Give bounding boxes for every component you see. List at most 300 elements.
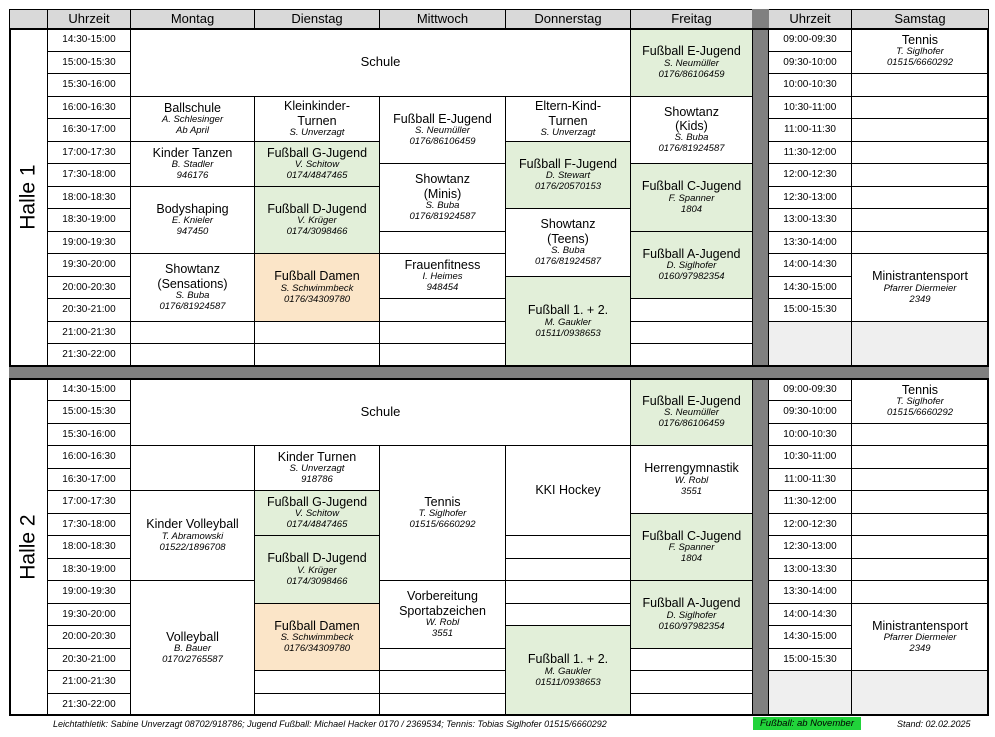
cell-text: F. Spanner bbox=[668, 542, 715, 554]
empty-slot bbox=[379, 693, 506, 716]
cell-text: 01515/6660292 bbox=[886, 407, 954, 419]
empty-slot bbox=[851, 186, 989, 209]
event-block bbox=[254, 490, 380, 536]
event-block bbox=[379, 163, 506, 232]
header-do bbox=[505, 9, 631, 29]
cell-text: 15:00-15:30 bbox=[783, 653, 837, 665]
cell-text: W. Robl bbox=[674, 474, 709, 486]
cell-text: Dienstag bbox=[291, 10, 343, 26]
cell-text: Pfarrer Diermeier bbox=[883, 632, 957, 644]
sat-time-slot bbox=[768, 51, 852, 74]
cell-text: Schule bbox=[360, 54, 401, 70]
empty-slot bbox=[851, 558, 989, 581]
event-block bbox=[630, 163, 753, 232]
cell-text: 15:30-16:00 bbox=[62, 428, 116, 440]
empty-slot bbox=[505, 580, 631, 604]
cell-text: Halle 1 bbox=[16, 164, 40, 231]
cell-text: 1804 bbox=[680, 553, 703, 565]
cell-text: Showtanz bbox=[165, 262, 220, 277]
footer-note: Fußball: ab November bbox=[753, 717, 861, 730]
cell-text: 09:30-10:00 bbox=[783, 56, 837, 68]
footer-contacts: Leichtathletik: Sabine Unverzagt 08702/918786; Jugend Fußball: Michael Hacker 0170 / 2369534; Tennis: Tobias Siglhofer 01515/6660292 bbox=[53, 719, 607, 729]
time-slot bbox=[47, 513, 131, 536]
cell-text: Ministrantensport bbox=[872, 618, 968, 633]
cell-text: 15:00-15:30 bbox=[62, 56, 116, 68]
cell-text: 0174/4847465 bbox=[286, 170, 348, 182]
cell-text: 01515/6660292 bbox=[886, 57, 954, 69]
cell-text: Uhrzeit bbox=[68, 10, 110, 26]
cell-text: M. Gaukler bbox=[544, 665, 592, 677]
cell-text: 19:30-20:00 bbox=[62, 259, 116, 271]
cell-text: Fußball A-Jugend bbox=[642, 246, 741, 261]
cell-text: 0176/86106459 bbox=[658, 418, 725, 430]
time-slot bbox=[47, 276, 131, 299]
cell-text: 11:30-12:00 bbox=[783, 146, 837, 158]
cell-text: 10:30-11:00 bbox=[783, 101, 837, 113]
cell-text: T. Abramowski bbox=[161, 530, 224, 542]
cell-text: (Kids) bbox=[675, 119, 708, 134]
cell-text: Fußball 1. + 2. bbox=[527, 652, 609, 667]
sat-time-slot bbox=[768, 400, 852, 424]
header-sa bbox=[851, 9, 989, 29]
cell-text: 09:00-09:30 bbox=[783, 34, 837, 46]
sat-time-slot bbox=[768, 648, 852, 671]
empty-slot bbox=[851, 208, 989, 232]
column-gap bbox=[752, 28, 769, 367]
cell-text: 3551 bbox=[680, 485, 703, 497]
empty-slot bbox=[630, 298, 753, 322]
sat-time-slot bbox=[768, 276, 852, 299]
empty-slot bbox=[630, 343, 753, 367]
time-slot bbox=[47, 468, 131, 491]
empty-slot bbox=[130, 445, 255, 491]
cell-text: Fußball E-Jugend bbox=[393, 111, 492, 126]
cell-text: Pfarrer Diermeier bbox=[883, 282, 957, 294]
empty-slot bbox=[630, 670, 753, 694]
sat-time-slot bbox=[768, 423, 852, 446]
time-slot bbox=[47, 343, 131, 367]
cell-text: Ministrantensport bbox=[872, 269, 968, 284]
cell-text: Turnen bbox=[548, 113, 588, 128]
empty-slot bbox=[851, 423, 989, 446]
empty-slot bbox=[505, 603, 631, 626]
cell-text: 10:30-11:00 bbox=[783, 451, 837, 463]
cell-text: Fußball 1. + 2. bbox=[527, 303, 609, 318]
cell-text: S. Buba bbox=[674, 132, 709, 144]
cell-text: 17:30-18:00 bbox=[62, 518, 116, 530]
cell-text: 16:00-16:30 bbox=[62, 101, 116, 113]
sat-time-slot bbox=[768, 141, 852, 164]
empty-slot bbox=[379, 670, 506, 694]
cell-text: 09:30-10:00 bbox=[783, 406, 837, 418]
time-slot bbox=[47, 535, 131, 559]
event-block bbox=[379, 253, 506, 299]
cell-text: 0176/81924587 bbox=[159, 300, 226, 312]
sat-empty bbox=[768, 670, 852, 716]
cell-text: Tennis bbox=[901, 32, 939, 47]
event-block bbox=[254, 96, 380, 142]
cell-text: Mittwoch bbox=[416, 10, 469, 26]
cell-text: 12:00-12:30 bbox=[783, 518, 837, 530]
empty-slot bbox=[379, 231, 506, 254]
cell-text: (Minis) bbox=[423, 186, 462, 201]
cell-text: 16:30-17:00 bbox=[62, 473, 116, 485]
cell-text: Turnen bbox=[297, 113, 337, 128]
cell-text: 20:00-20:30 bbox=[62, 631, 116, 643]
time-slot bbox=[47, 321, 131, 344]
cell-text: 948454 bbox=[426, 282, 459, 294]
sat-time-slot bbox=[768, 186, 852, 209]
time-slot bbox=[47, 625, 131, 649]
time-slot bbox=[47, 378, 131, 401]
cell-text: 2349 bbox=[909, 643, 931, 655]
cell-text: 11:00-11:30 bbox=[784, 473, 836, 485]
cell-text: 10:00-10:30 bbox=[783, 79, 837, 91]
cell-text: F. Spanner bbox=[668, 192, 715, 204]
time-slot bbox=[47, 670, 131, 694]
cell-text: T. Siglhofer bbox=[418, 508, 467, 520]
cell-text: V. Schitow bbox=[294, 159, 340, 171]
cell-text: 01515/6660292 bbox=[409, 519, 476, 531]
time-slot bbox=[47, 141, 131, 164]
time-slot bbox=[47, 186, 131, 209]
event-block bbox=[130, 28, 631, 97]
cell-text: 2349 bbox=[909, 293, 931, 305]
event-block bbox=[254, 186, 380, 254]
cell-text: 19:00-19:30 bbox=[62, 586, 116, 598]
cell-text: 0176/20570153 bbox=[534, 181, 602, 193]
cell-text: S. Buba bbox=[425, 199, 460, 211]
cell-text: S. Unverzagt bbox=[289, 463, 345, 475]
cell-text: E. Knieler bbox=[171, 215, 214, 227]
cell-text: Fußball Damen bbox=[274, 269, 360, 284]
cell-text: 15:00-15:30 bbox=[783, 304, 837, 316]
cell-text: T. Siglhofer bbox=[896, 396, 944, 408]
cell-text: 20:00-20:30 bbox=[62, 281, 116, 293]
time-slot bbox=[47, 208, 131, 232]
cell-text: Fußball F-Jugend bbox=[519, 156, 617, 171]
cell-text: Showtanz bbox=[540, 217, 596, 232]
empty-slot bbox=[379, 298, 506, 322]
empty-slot bbox=[254, 343, 380, 367]
event-block bbox=[630, 445, 753, 514]
cell-text: S. Unverzagt bbox=[540, 126, 596, 138]
empty-slot bbox=[379, 321, 506, 344]
cell-text: 17:30-18:00 bbox=[62, 169, 116, 181]
header-uhrzeit2 bbox=[768, 9, 852, 29]
sat-time-slot bbox=[768, 231, 852, 254]
sat-event bbox=[851, 28, 989, 74]
cell-text: 18:00-18:30 bbox=[62, 541, 116, 553]
empty-slot bbox=[254, 670, 380, 694]
cell-text: 12:30-13:00 bbox=[783, 191, 837, 203]
cell-text: 0170/2765587 bbox=[162, 654, 223, 666]
event-block bbox=[130, 490, 255, 581]
sat-event bbox=[851, 378, 989, 424]
cell-text: 918786 bbox=[301, 474, 333, 486]
sat-time-slot bbox=[768, 73, 852, 97]
cell-text: S. Schwimmbeck bbox=[280, 632, 354, 644]
time-slot bbox=[47, 96, 131, 119]
time-slot bbox=[47, 490, 131, 514]
cell-text: Showtanz bbox=[664, 104, 719, 119]
cell-text: Ab April bbox=[176, 125, 209, 137]
cell-text: 947450 bbox=[176, 226, 209, 238]
cell-text: Fußball E-Jugend bbox=[642, 393, 741, 408]
cell-text: 13:30-14:00 bbox=[783, 586, 837, 598]
cell-text: 946176 bbox=[176, 170, 209, 182]
event-block bbox=[130, 253, 255, 322]
cell-text: 20:30-21:00 bbox=[62, 653, 116, 665]
cell-text: Montag bbox=[170, 10, 215, 26]
empty-slot bbox=[851, 513, 989, 536]
empty-slot bbox=[851, 73, 989, 97]
column-gap bbox=[752, 378, 769, 716]
time-slot bbox=[47, 648, 131, 671]
cell-text: Fußball D-Jugend bbox=[267, 201, 367, 216]
cell-text: Ballschule bbox=[164, 100, 221, 115]
cell-text: Kinder Tanzen bbox=[152, 145, 233, 160]
sat-time-slot bbox=[768, 558, 852, 581]
cell-text: M. Gaukler bbox=[544, 316, 592, 328]
cell-text: D. Stewart bbox=[545, 170, 591, 182]
cell-text: 13:00-13:30 bbox=[783, 563, 837, 575]
event-block bbox=[505, 96, 631, 142]
cell-text: 0176/86106459 bbox=[658, 68, 725, 80]
cell-text: Tennis bbox=[424, 494, 461, 509]
cell-text: 15:00-15:30 bbox=[62, 406, 116, 418]
event-block bbox=[130, 141, 255, 187]
cell-text: Showtanz bbox=[415, 172, 470, 187]
hall-divider bbox=[9, 365, 989, 379]
cell-text: 12:00-12:30 bbox=[783, 169, 837, 181]
cell-text: Kinder Turnen bbox=[277, 449, 357, 464]
empty-slot bbox=[851, 490, 989, 514]
event-block bbox=[379, 445, 506, 581]
cell-text: S. Buba bbox=[551, 244, 585, 256]
cell-text: Uhrzeit bbox=[789, 10, 831, 26]
event-block bbox=[630, 378, 753, 446]
sat-time-slot bbox=[768, 163, 852, 187]
cell-text: Fußball E-Jugend bbox=[642, 44, 741, 59]
cell-text: Schule bbox=[360, 403, 401, 419]
cell-text: 14:00-14:30 bbox=[783, 259, 837, 271]
sat-time-slot bbox=[768, 490, 852, 514]
sat-time-slot bbox=[768, 208, 852, 232]
cell-text: 21:00-21:30 bbox=[62, 676, 116, 688]
sat-time-slot bbox=[768, 28, 852, 52]
time-slot bbox=[47, 603, 131, 626]
empty-slot bbox=[130, 343, 255, 367]
sat-time-slot bbox=[768, 118, 852, 142]
empty-slot bbox=[130, 321, 255, 344]
cell-text: 10:00-10:30 bbox=[783, 428, 837, 440]
cell-text: (Teens) bbox=[547, 231, 589, 246]
cell-text: 09:00-09:30 bbox=[783, 383, 837, 395]
cell-text: A. Schlesinger bbox=[161, 114, 224, 126]
cell-text: 11:00-11:30 bbox=[784, 124, 836, 136]
cell-text: Halle 2 bbox=[16, 514, 40, 580]
cell-text: 01511/0938653 bbox=[535, 676, 601, 688]
cell-text: Kinder Volleyball bbox=[146, 517, 239, 532]
sat-time-slot bbox=[768, 253, 852, 277]
cell-text: 1804 bbox=[680, 203, 703, 215]
cell-text: 0176/34309780 bbox=[283, 293, 351, 305]
sat-time-slot bbox=[768, 468, 852, 491]
cell-text: Tennis bbox=[901, 382, 939, 397]
sat-time-slot bbox=[768, 96, 852, 119]
event-block bbox=[505, 141, 631, 209]
cell-text: 14:30-15:00 bbox=[783, 631, 837, 643]
cell-text: 20:30-21:00 bbox=[62, 304, 116, 316]
event-block bbox=[254, 445, 380, 491]
empty-slot bbox=[851, 141, 989, 164]
event-block bbox=[505, 208, 631, 277]
cell-text: Volleyball bbox=[166, 629, 219, 644]
empty-slot bbox=[851, 580, 989, 604]
cell-text: 14:00-14:30 bbox=[783, 608, 837, 620]
empty-slot bbox=[505, 535, 631, 559]
event-block bbox=[254, 535, 380, 604]
header-gap bbox=[752, 9, 769, 29]
cell-text: 16:30-17:00 bbox=[62, 124, 116, 136]
sat-event bbox=[851, 603, 989, 671]
cell-text: 17:00-17:30 bbox=[62, 496, 116, 508]
cell-text: 01511/0938653 bbox=[535, 327, 601, 339]
event-block bbox=[254, 603, 380, 671]
empty-slot bbox=[851, 163, 989, 187]
cell-text: S. Buba bbox=[175, 289, 210, 301]
sat-time-slot bbox=[768, 603, 852, 626]
time-slot bbox=[47, 423, 131, 446]
time-slot bbox=[47, 163, 131, 187]
cell-text: 21:30-22:00 bbox=[62, 698, 116, 710]
cell-text: Fußball G-Jugend bbox=[266, 494, 368, 509]
cell-text: Fußball Damen bbox=[274, 618, 360, 633]
cell-text: Fußball C-Jugend bbox=[641, 528, 742, 543]
cell-text: S. Neumüller bbox=[415, 125, 470, 137]
cell-text: Herrengymnastik bbox=[644, 461, 739, 476]
sat-time-slot bbox=[768, 298, 852, 322]
time-slot bbox=[47, 580, 131, 604]
event-block bbox=[630, 28, 753, 97]
cell-text: Vorbereitung bbox=[407, 589, 478, 604]
cell-text: Sportabzeichen bbox=[399, 603, 486, 618]
event-block bbox=[379, 580, 506, 649]
sat-event bbox=[851, 253, 989, 322]
footer bbox=[0, 716, 995, 736]
cell-text: Samstag bbox=[894, 10, 946, 26]
cell-text: 14:30-15:00 bbox=[62, 383, 116, 395]
cell-text: 14:30-15:00 bbox=[62, 34, 116, 46]
sat-empty bbox=[851, 321, 989, 367]
sat-empty bbox=[768, 321, 852, 367]
cell-text: Eltern-Kind- bbox=[535, 99, 601, 114]
cell-text: 0176/86106459 bbox=[409, 136, 476, 148]
header-corner bbox=[9, 9, 48, 29]
empty-slot bbox=[254, 321, 380, 344]
event-block bbox=[254, 253, 380, 322]
event-block bbox=[130, 186, 255, 254]
cell-text: 0176/81924587 bbox=[409, 210, 476, 222]
cell-text: 19:00-19:30 bbox=[62, 236, 116, 248]
event-block bbox=[130, 580, 255, 716]
cell-text: Donnerstag bbox=[534, 10, 602, 26]
sat-time-slot bbox=[768, 445, 852, 469]
cell-text: 0176/34309780 bbox=[283, 643, 351, 655]
sat-time-slot bbox=[768, 580, 852, 604]
header-uhrzeit bbox=[47, 9, 131, 29]
time-slot bbox=[47, 118, 131, 142]
header-fr bbox=[630, 9, 753, 29]
cell-text: 21:30-22:00 bbox=[62, 349, 116, 361]
sat-time-slot bbox=[768, 378, 852, 401]
cell-text: Fußball A-Jugend bbox=[642, 596, 741, 611]
cell-text: 0160/97982354 bbox=[658, 271, 725, 283]
sat-time-slot bbox=[768, 625, 852, 649]
cell-text: 11:30-12:00 bbox=[783, 496, 837, 508]
header-mi bbox=[379, 9, 506, 29]
time-slot bbox=[47, 253, 131, 277]
empty-slot bbox=[379, 343, 506, 367]
time-slot bbox=[47, 558, 131, 581]
cell-text: 13:00-13:30 bbox=[783, 214, 837, 226]
cell-text: 13:30-14:00 bbox=[783, 236, 837, 248]
empty-slot bbox=[630, 321, 753, 344]
cell-text: V. Krüger bbox=[297, 215, 337, 227]
cell-text: B. Stadler bbox=[171, 159, 214, 171]
time-slot bbox=[47, 231, 131, 254]
cell-text: 15:30-16:00 bbox=[62, 79, 116, 91]
cell-text: 21:00-21:30 bbox=[62, 326, 116, 338]
time-slot bbox=[47, 298, 131, 322]
cell-text: Fußball C-Jugend bbox=[641, 179, 742, 194]
cell-text: 16:00-16:30 bbox=[62, 451, 116, 463]
cell-text: V. Schitow bbox=[294, 508, 340, 520]
cell-text: KKI Hockey bbox=[535, 483, 601, 498]
cell-text: 0174/3098466 bbox=[286, 226, 348, 238]
time-slot bbox=[47, 73, 131, 97]
cell-text: 0174/3098466 bbox=[286, 575, 348, 587]
cell-text: D. Siglhofer bbox=[666, 609, 717, 621]
cell-text: 0174/4847465 bbox=[286, 519, 348, 531]
event-block bbox=[630, 231, 753, 299]
cell-text: D. Siglhofer bbox=[666, 260, 717, 272]
hall-label bbox=[9, 28, 48, 367]
cell-text: 3551 bbox=[431, 627, 454, 639]
empty-slot bbox=[630, 693, 753, 716]
event-block bbox=[505, 276, 631, 367]
cell-text: Kleinkinder- bbox=[283, 99, 350, 114]
cell-text: (Sensations) bbox=[157, 276, 228, 291]
cell-text: S. Neumüller bbox=[664, 407, 719, 419]
cell-text: S. Neumüller bbox=[664, 57, 719, 69]
event-block bbox=[630, 96, 753, 164]
cell-text: 17:00-17:30 bbox=[62, 146, 116, 158]
cell-text: 14:30-15:00 bbox=[783, 281, 837, 293]
time-slot bbox=[47, 28, 131, 52]
cell-text: Bodyshaping bbox=[156, 201, 229, 216]
event-block bbox=[630, 513, 753, 581]
empty-slot bbox=[851, 445, 989, 469]
cell-text: 18:30-19:00 bbox=[62, 563, 116, 575]
cell-text: 0160/97982354 bbox=[658, 620, 725, 632]
time-slot bbox=[47, 445, 131, 469]
cell-text: Frauenfitness bbox=[404, 257, 481, 272]
cell-text: 01522/1896708 bbox=[159, 541, 226, 553]
empty-slot bbox=[851, 118, 989, 142]
event-block bbox=[130, 378, 631, 446]
